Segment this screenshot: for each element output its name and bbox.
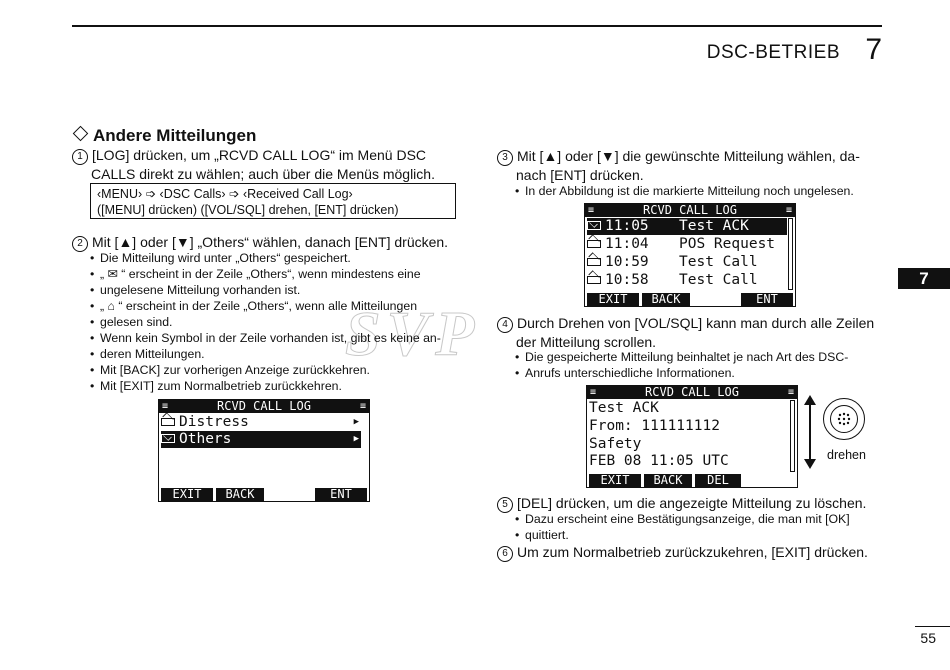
step-text: nach [ENT] drücken. — [516, 167, 644, 183]
lcd-row-others — [161, 431, 361, 448]
bullet-continuation: Anrufs unterschiedliche Informationen. — [525, 366, 735, 380]
step-6 — [497, 543, 885, 562]
detail-line: Safety — [589, 436, 642, 452]
lcd-screen-call-log — [584, 203, 796, 307]
log-label: Test Call — [679, 272, 758, 288]
knob-dots-icon — [836, 411, 852, 427]
bullet-continuation: ungelesene Mitteilung vorhanden ist. — [100, 283, 301, 297]
chapter-title: DSC-BETRIEB — [706, 42, 840, 63]
page-number: 55 — [920, 630, 936, 646]
step-number: 1 — [72, 149, 88, 165]
step-number: 5 — [497, 497, 513, 513]
step-number: 3 — [497, 150, 513, 166]
menu-icon: ≡ — [590, 387, 597, 398]
step-number: 4 — [497, 317, 513, 333]
opened-envelope-icon — [587, 240, 601, 248]
log-time: 10:59 — [605, 254, 649, 270]
diamond-icon — [73, 126, 89, 142]
detail-line: From: 111111112 — [589, 418, 720, 434]
menu-path-box — [90, 183, 456, 219]
log-time: 10:58 — [605, 272, 649, 288]
softkey-back: BACK — [216, 488, 264, 501]
bullet-continuation: quittiert. — [525, 528, 569, 542]
softkey-back: BACK — [642, 293, 690, 306]
log-label: Test Call — [679, 254, 758, 270]
footer-rule — [915, 626, 950, 627]
bullet: • Wenn kein Symbol in der Zeile vorhanden ist, gibt es keine an- — [90, 330, 462, 346]
opened-envelope-icon — [161, 418, 175, 426]
chapter-number: 7 — [865, 33, 882, 66]
envelope-icon — [161, 434, 175, 443]
opened-envelope-icon — [587, 276, 601, 284]
menu-path: ‹MENU› ➩ ‹DSC Calls› ➩ ‹Received Call Log› — [97, 187, 353, 201]
step-text: Mit [▲] oder [▼] „Others“ wählen, danach [ENT] drücken. — [92, 234, 449, 250]
menu-icon: ≡ — [785, 205, 792, 216]
bullet: • „ ✉ “ erscheint in der Zeile „Others“, wenn mindestens eine — [90, 266, 462, 282]
bullet: • „ ⌂ “ erscheint in der Zeile „Others“, wenn alle Mitteilungen — [90, 298, 462, 314]
softkey-exit: EXIT — [589, 474, 641, 487]
menu-icon: ≡ — [162, 401, 169, 412]
scrollbar — [788, 218, 793, 290]
menu-path-hint: ([MENU] drücken) ([VOL/SQL] drehen, [ENT] drücken) — [97, 203, 399, 217]
bullet-continuation: deren Mitteilungen. — [100, 347, 205, 361]
bullet: • Mit [EXIT] zum Normalbetrieb zurückkehren. — [90, 378, 462, 394]
lcd-screen-message-detail — [586, 385, 798, 488]
step-text: der Mitteilung scrollen. — [516, 334, 657, 350]
step-number: 2 — [72, 236, 88, 252]
bullet: • Die gespeicherte Mitteilung beinhaltet je nach Art des DSC- — [515, 349, 885, 365]
softkey-back: BACK — [644, 474, 692, 487]
lcd-log-row — [587, 218, 787, 235]
lcd-row-distress — [161, 414, 361, 431]
step-1 — [72, 146, 460, 183]
section-heading — [72, 126, 256, 146]
section-title: Andere Mitteilungen — [93, 126, 257, 145]
lcd-log-row — [587, 272, 787, 289]
up-down-arrow-icon — [800, 395, 820, 469]
lcd-row-label: Others — [179, 431, 232, 447]
step-4 — [497, 314, 885, 351]
detail-line: Test ACK — [589, 400, 659, 416]
watermark: SVP — [345, 298, 481, 369]
header-rule — [72, 25, 882, 27]
step-number: 6 — [497, 546, 513, 562]
lcd-log-row — [587, 236, 787, 253]
chapter-side-tab: 7 — [898, 268, 950, 289]
lcd-title: RCVD CALL LOG — [645, 385, 739, 399]
lcd-screen-categories — [158, 399, 370, 502]
step-2-bullets — [90, 250, 462, 394]
step-4-bullets — [515, 349, 885, 381]
arrow-right-icon: ▶ — [353, 434, 359, 444]
log-time: 11:04 — [605, 236, 649, 252]
bullet-continuation: gelesen sind. — [100, 315, 173, 329]
log-label: POS Request — [679, 236, 776, 252]
log-label: Test ACK — [679, 218, 749, 234]
step-text: Mit [▲] oder [▼] die gewünschte Mitteilung wählen, da- — [517, 148, 860, 164]
step-text: CALLS direkt zu wählen; auch über die Menüs möglich. — [91, 166, 435, 182]
bullet: • Dazu erscheint eine Bestätigungsanzeige, die man mit [OK] — [515, 511, 885, 527]
softkey-ent: ENT — [741, 293, 793, 306]
arrow-right-icon: ▶ — [353, 417, 359, 427]
menu-icon: ≡ — [359, 401, 366, 412]
bullet: • In der Abbildung ist die markierte Mitteilung noch ungelesen. — [515, 183, 895, 199]
lcd-row-label: Distress — [179, 414, 249, 430]
scrollbar — [790, 400, 795, 472]
envelope-icon — [587, 221, 601, 230]
lcd-title: RCVD CALL LOG — [643, 203, 737, 217]
step-text: [LOG] drücken, um „RCVD CALL LOG“ im Menü DSC — [92, 147, 427, 163]
menu-icon: ≡ — [787, 387, 794, 398]
softkey-exit: EXIT — [587, 293, 639, 306]
step-text: Durch Drehen von [VOL/SQL] kann man durch alle Zeilen — [517, 315, 875, 331]
step-text: [DEL] drücken, um die angezeigte Mitteilung zu löschen. — [517, 495, 867, 511]
bullet: • Die Mitteilung wird unter „Others“ gespeichert. — [90, 250, 462, 266]
softkey-ent: ENT — [315, 488, 367, 501]
log-time: 11:05 — [605, 218, 649, 234]
step-text: Um zum Normalbetrieb zurückzukehren, [EXIT] drücken. — [517, 544, 868, 560]
softkey-del: DEL — [695, 474, 741, 487]
lcd-title: RCVD CALL LOG — [217, 399, 311, 413]
step-5-bullets — [515, 511, 885, 543]
detail-line: FEB 08 11:05 UTC — [589, 453, 729, 469]
lcd-log-row — [587, 254, 787, 271]
step-3 — [497, 147, 885, 184]
softkey-exit: EXIT — [161, 488, 213, 501]
knob-label: drehen — [827, 448, 866, 462]
opened-envelope-icon — [587, 258, 601, 266]
bullet: • Mit [BACK] zur vorherigen Anzeige zurückkehren. — [90, 362, 462, 378]
menu-icon: ≡ — [588, 205, 595, 216]
